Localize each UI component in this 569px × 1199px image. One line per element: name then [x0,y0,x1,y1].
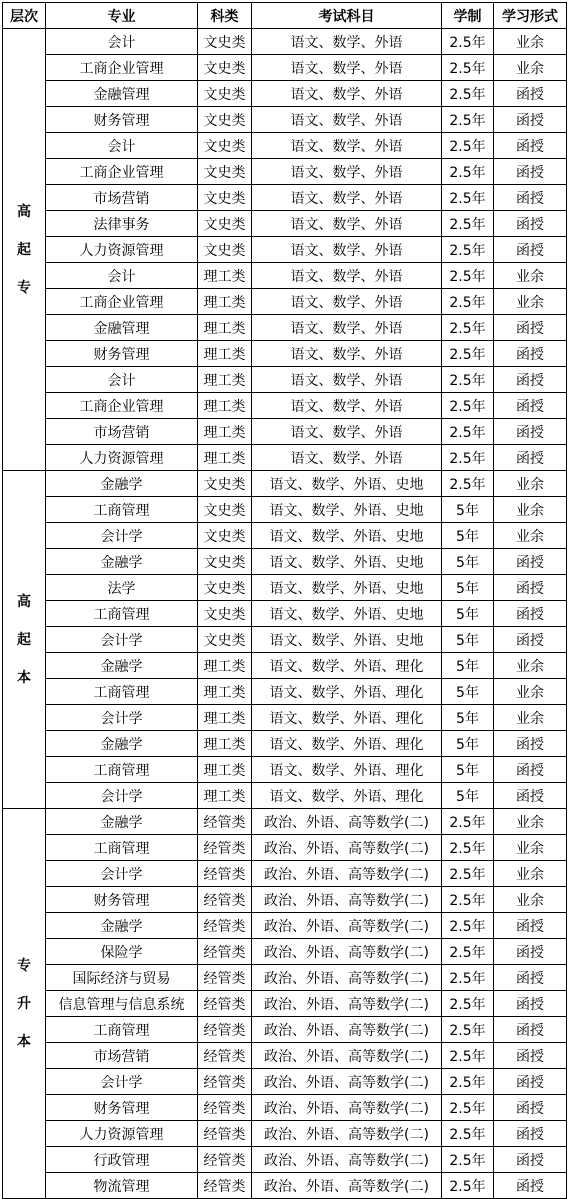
table-row [3,237,567,263]
major-cell: 会计学 [46,627,198,653]
mode-cell: 业余 [494,289,567,315]
mode-cell: 业余 [494,29,567,55]
category-cell: 文史类 [198,237,252,263]
major-cell: 国际经济与贸易 [46,965,198,991]
major-cell: 工商企业管理 [46,159,198,185]
mode-cell: 函授 [494,549,567,575]
table-row [3,1121,567,1147]
table-row [3,861,567,887]
subjects-cell: 语文、数学、外语 [252,159,442,185]
category-cell: 经管类 [198,1069,252,1095]
table-row [3,627,567,653]
subjects-cell: 语文、数学、外语、史地 [252,601,442,627]
major-cell: 物流管理 [46,1173,198,1199]
subjects-cell: 政治、外语、高等数学(二) [252,1147,442,1173]
header-row [3,3,567,29]
major-cell: 金融管理 [46,81,198,107]
major-cell: 工商企业管理 [46,289,198,315]
table-row [3,1069,567,1095]
table-row [3,133,567,159]
mode-cell: 函授 [494,627,567,653]
duration-cell: 2.5年 [442,393,494,419]
duration-cell: 5年 [442,627,494,653]
level-char: 专 [17,279,31,296]
major-cell: 工商管理 [46,835,198,861]
category-cell: 文史类 [198,523,252,549]
category-cell: 文史类 [198,575,252,601]
mode-cell: 业余 [494,497,567,523]
major-cell: 市场营销 [46,419,198,445]
mode-cell: 函授 [494,731,567,757]
mode-cell: 函授 [494,81,567,107]
table-row [3,991,567,1017]
subjects-cell: 语文、数学、外语、理化 [252,679,442,705]
subjects-cell: 政治、外语、高等数学(二) [252,887,442,913]
subjects-cell: 语文、数学、外语 [252,367,442,393]
subjects-cell: 语文、数学、外语、理化 [252,705,442,731]
category-cell: 理工类 [198,705,252,731]
mode-cell: 函授 [494,393,567,419]
major-cell: 会计 [46,263,198,289]
subjects-cell: 语文、数学、外语、理化 [252,731,442,757]
major-cell: 人力资源管理 [46,445,198,471]
mode-cell: 业余 [494,861,567,887]
category-cell: 文史类 [198,185,252,211]
major-cell: 会计学 [46,783,198,809]
duration-cell: 5年 [442,705,494,731]
duration-cell: 2.5年 [442,965,494,991]
mode-cell: 函授 [494,913,567,939]
major-cell: 工商管理 [46,497,198,523]
table-row [3,523,567,549]
table-row [3,939,567,965]
mode-cell: 函授 [494,965,567,991]
table-row [3,367,567,393]
category-cell: 经管类 [198,1043,252,1069]
mode-cell: 函授 [494,445,567,471]
header-duration: 学制 [442,3,494,29]
major-cell: 市场营销 [46,1043,198,1069]
subjects-cell: 政治、外语、高等数学(二) [252,1121,442,1147]
table-row [3,1017,567,1043]
category-cell: 理工类 [198,393,252,419]
level-cell [3,471,46,809]
major-cell: 金融学 [46,913,198,939]
subjects-cell: 语文、数学、外语、史地 [252,627,442,653]
major-cell: 金融学 [46,653,198,679]
duration-cell: 2.5年 [442,939,494,965]
level-char: 本 [17,669,31,686]
subjects-cell: 语文、数学、外语 [252,263,442,289]
major-cell: 工商管理 [46,601,198,627]
table-row [3,679,567,705]
major-cell: 会计 [46,367,198,393]
major-cell: 信息管理与信息系统 [46,991,198,1017]
subjects-cell: 政治、外语、高等数学(二) [252,1173,442,1199]
duration-cell: 2.5年 [442,81,494,107]
duration-cell: 5年 [442,575,494,601]
table-row [3,1147,567,1173]
table-row [3,653,567,679]
table-row [3,783,567,809]
major-cell: 会计 [46,133,198,159]
subjects-cell: 语文、数学、外语、理化 [252,653,442,679]
table-row [3,393,567,419]
table-row [3,1043,567,1069]
subjects-cell: 语文、数学、外语、史地 [252,523,442,549]
category-cell: 理工类 [198,731,252,757]
category-cell: 文史类 [198,601,252,627]
mode-cell: 函授 [494,211,567,237]
subjects-cell: 政治、外语、高等数学(二) [252,835,442,861]
enrollment-table [2,2,567,1199]
category-cell: 文史类 [198,29,252,55]
category-cell: 理工类 [198,289,252,315]
subjects-cell: 语文、数学、外语 [252,185,442,211]
category-cell: 经管类 [198,1147,252,1173]
duration-cell: 2.5年 [442,1147,494,1173]
mode-cell: 函授 [494,1147,567,1173]
header-major: 专业 [46,3,198,29]
mode-cell: 业余 [494,679,567,705]
duration-cell: 2.5年 [442,1069,494,1095]
subjects-cell: 政治、外语、高等数学(二) [252,991,442,1017]
major-cell: 会计学 [46,523,198,549]
category-cell: 理工类 [198,757,252,783]
duration-cell: 2.5年 [442,1043,494,1069]
table-row [3,289,567,315]
table-row [3,575,567,601]
mode-cell: 函授 [494,367,567,393]
table-row [3,1173,567,1199]
major-cell: 保险学 [46,939,198,965]
level-char: 高 [17,203,31,220]
table-row [3,549,567,575]
duration-cell: 2.5年 [442,159,494,185]
mode-cell: 函授 [494,1069,567,1095]
duration-cell: 5年 [442,601,494,627]
mode-cell: 业余 [494,55,567,81]
category-cell: 经管类 [198,835,252,861]
duration-cell: 2.5年 [442,263,494,289]
major-cell: 行政管理 [46,1147,198,1173]
category-cell: 理工类 [198,445,252,471]
major-cell: 人力资源管理 [46,1121,198,1147]
table-row [3,315,567,341]
duration-cell: 5年 [442,497,494,523]
category-cell: 文史类 [198,211,252,237]
level-char: 本 [17,1033,31,1050]
table-row [3,445,567,471]
subjects-cell: 语文、数学、外语 [252,315,442,341]
major-cell: 法律事务 [46,211,198,237]
table-row [3,55,567,81]
category-cell: 文史类 [198,107,252,133]
level-char: 起 [17,631,31,648]
category-cell: 经管类 [198,887,252,913]
table-row [3,211,567,237]
duration-cell: 2.5年 [442,861,494,887]
table-row [3,471,567,497]
category-cell: 经管类 [198,991,252,1017]
duration-cell: 5年 [442,783,494,809]
table-row [3,601,567,627]
mode-cell: 函授 [494,185,567,211]
header-category: 科类 [198,3,252,29]
table-row [3,263,567,289]
duration-cell: 2.5年 [442,341,494,367]
subjects-cell: 语文、数学、外语 [252,445,442,471]
major-cell: 会计学 [46,705,198,731]
subjects-cell: 语文、数学、外语 [252,133,442,159]
mode-cell: 函授 [494,757,567,783]
mode-cell: 业余 [494,263,567,289]
header-subjects: 考试科目 [252,3,442,29]
major-cell: 金融管理 [46,315,198,341]
category-cell: 经管类 [198,939,252,965]
major-cell: 工商管理 [46,1017,198,1043]
mode-cell: 函授 [494,1121,567,1147]
level-char: 高 [17,593,31,610]
subjects-cell: 语文、数学、外语 [252,289,442,315]
category-cell: 文史类 [198,497,252,523]
subjects-cell: 语文、数学、外语 [252,29,442,55]
table-row [3,913,567,939]
duration-cell: 2.5年 [442,237,494,263]
category-cell: 经管类 [198,809,252,835]
major-cell: 法学 [46,575,198,601]
duration-cell: 2.5年 [442,887,494,913]
duration-cell: 5年 [442,653,494,679]
table-row [3,81,567,107]
subjects-cell: 语文、数学、外语 [252,81,442,107]
category-cell: 经管类 [198,965,252,991]
duration-cell: 5年 [442,731,494,757]
category-cell: 文史类 [198,81,252,107]
duration-cell: 2.5年 [442,185,494,211]
subjects-cell: 语文、数学、外语 [252,107,442,133]
subjects-cell: 语文、数学、外语、史地 [252,471,442,497]
major-cell: 工商企业管理 [46,393,198,419]
category-cell: 理工类 [198,783,252,809]
major-cell: 财务管理 [46,887,198,913]
subjects-cell: 语文、数学、外语 [252,211,442,237]
table-row [3,809,567,835]
duration-cell: 2.5年 [442,55,494,81]
mode-cell: 业余 [494,809,567,835]
table-row [3,497,567,523]
category-cell: 理工类 [198,679,252,705]
duration-cell: 2.5年 [442,211,494,237]
subjects-cell: 政治、外语、高等数学(二) [252,809,442,835]
mode-cell: 函授 [494,133,567,159]
mode-cell: 函授 [494,159,567,185]
category-cell: 理工类 [198,653,252,679]
subjects-cell: 政治、外语、高等数学(二) [252,1043,442,1069]
mode-cell: 业余 [494,471,567,497]
subjects-cell: 政治、外语、高等数学(二) [252,1095,442,1121]
subjects-cell: 语文、数学、外语 [252,55,442,81]
category-cell: 理工类 [198,419,252,445]
duration-cell: 2.5年 [442,445,494,471]
mode-cell: 函授 [494,107,567,133]
duration-cell: 5年 [442,679,494,705]
duration-cell: 2.5年 [442,1095,494,1121]
table-row [3,1095,567,1121]
subjects-cell: 语文、数学、外语 [252,237,442,263]
major-cell: 会计 [46,29,198,55]
table-row [3,159,567,185]
major-cell: 会计学 [46,1069,198,1095]
major-cell: 工商管理 [46,757,198,783]
header-mode: 学习形式 [494,3,567,29]
header-level: 层次 [3,3,46,29]
category-cell: 文史类 [198,55,252,81]
category-cell: 经管类 [198,1017,252,1043]
category-cell: 文史类 [198,549,252,575]
level-char: 升 [17,995,31,1012]
major-cell: 财务管理 [46,341,198,367]
table-row [3,705,567,731]
subjects-cell: 政治、外语、高等数学(二) [252,939,442,965]
major-cell: 金融学 [46,731,198,757]
category-cell: 经管类 [198,1173,252,1199]
level-cell [3,29,46,471]
duration-cell: 2.5年 [442,107,494,133]
duration-cell: 2.5年 [442,1017,494,1043]
table-row [3,835,567,861]
duration-cell: 2.5年 [442,419,494,445]
subjects-cell: 政治、外语、高等数学(二) [252,965,442,991]
level-cell [3,809,46,1199]
duration-cell: 2.5年 [442,471,494,497]
category-cell: 经管类 [198,1095,252,1121]
duration-cell: 2.5年 [442,1121,494,1147]
category-cell: 理工类 [198,341,252,367]
table-row [3,341,567,367]
duration-cell: 2.5年 [442,1173,494,1199]
subjects-cell: 语文、数学、外语、史地 [252,497,442,523]
duration-cell: 2.5年 [442,367,494,393]
table-row [3,185,567,211]
mode-cell: 函授 [494,783,567,809]
duration-cell: 5年 [442,549,494,575]
mode-cell: 函授 [494,991,567,1017]
mode-cell: 函授 [494,1173,567,1199]
mode-cell: 业余 [494,705,567,731]
major-cell: 人力资源管理 [46,237,198,263]
mode-cell: 函授 [494,1095,567,1121]
category-cell: 经管类 [198,1121,252,1147]
category-cell: 文史类 [198,159,252,185]
major-cell: 工商企业管理 [46,55,198,81]
duration-cell: 2.5年 [442,809,494,835]
subjects-cell: 政治、外语、高等数学(二) [252,913,442,939]
major-cell: 金融学 [46,549,198,575]
subjects-cell: 语文、数学、外语、史地 [252,575,442,601]
mode-cell: 函授 [494,237,567,263]
category-cell: 理工类 [198,315,252,341]
mode-cell: 函授 [494,575,567,601]
subjects-cell: 语文、数学、外语、理化 [252,757,442,783]
major-cell: 金融学 [46,809,198,835]
table-row [3,107,567,133]
subjects-cell: 语文、数学、外语 [252,393,442,419]
table-row [3,419,567,445]
category-cell: 经管类 [198,913,252,939]
subjects-cell: 语文、数学、外语 [252,341,442,367]
duration-cell: 2.5年 [442,289,494,315]
subjects-cell: 语文、数学、外语 [252,419,442,445]
mode-cell: 业余 [494,835,567,861]
table-body [3,29,567,1199]
mode-cell: 函授 [494,1017,567,1043]
mode-cell: 函授 [494,939,567,965]
major-cell: 金融学 [46,471,198,497]
subjects-cell: 语文、数学、外语、理化 [252,783,442,809]
level-char: 专 [17,957,31,974]
mode-cell: 业余 [494,887,567,913]
category-cell: 理工类 [198,263,252,289]
mode-cell: 业余 [494,523,567,549]
duration-cell: 2.5年 [442,913,494,939]
subjects-cell: 政治、外语、高等数学(二) [252,1017,442,1043]
major-cell: 会计学 [46,861,198,887]
duration-cell: 2.5年 [442,315,494,341]
mode-cell: 函授 [494,601,567,627]
mode-cell: 函授 [494,419,567,445]
major-cell: 市场营销 [46,185,198,211]
category-cell: 文史类 [198,471,252,497]
table-row [3,757,567,783]
mode-cell: 业余 [494,653,567,679]
major-cell: 工商管理 [46,679,198,705]
duration-cell: 2.5年 [442,29,494,55]
category-cell: 经管类 [198,861,252,887]
table-row [3,965,567,991]
category-cell: 理工类 [198,367,252,393]
mode-cell: 函授 [494,341,567,367]
subjects-cell: 政治、外语、高等数学(二) [252,861,442,887]
duration-cell: 2.5年 [442,133,494,159]
duration-cell: 2.5年 [442,835,494,861]
mode-cell: 函授 [494,315,567,341]
major-cell: 财务管理 [46,107,198,133]
duration-cell: 5年 [442,757,494,783]
table-row [3,887,567,913]
duration-cell: 2.5年 [442,991,494,1017]
category-cell: 文史类 [198,133,252,159]
mode-cell: 函授 [494,1043,567,1069]
category-cell: 文史类 [198,627,252,653]
duration-cell: 5年 [442,523,494,549]
table-row [3,731,567,757]
subjects-cell: 语文、数学、外语、史地 [252,549,442,575]
major-cell: 财务管理 [46,1095,198,1121]
table-row [3,29,567,55]
level-char: 起 [17,241,31,258]
subjects-cell: 政治、外语、高等数学(二) [252,1069,442,1095]
